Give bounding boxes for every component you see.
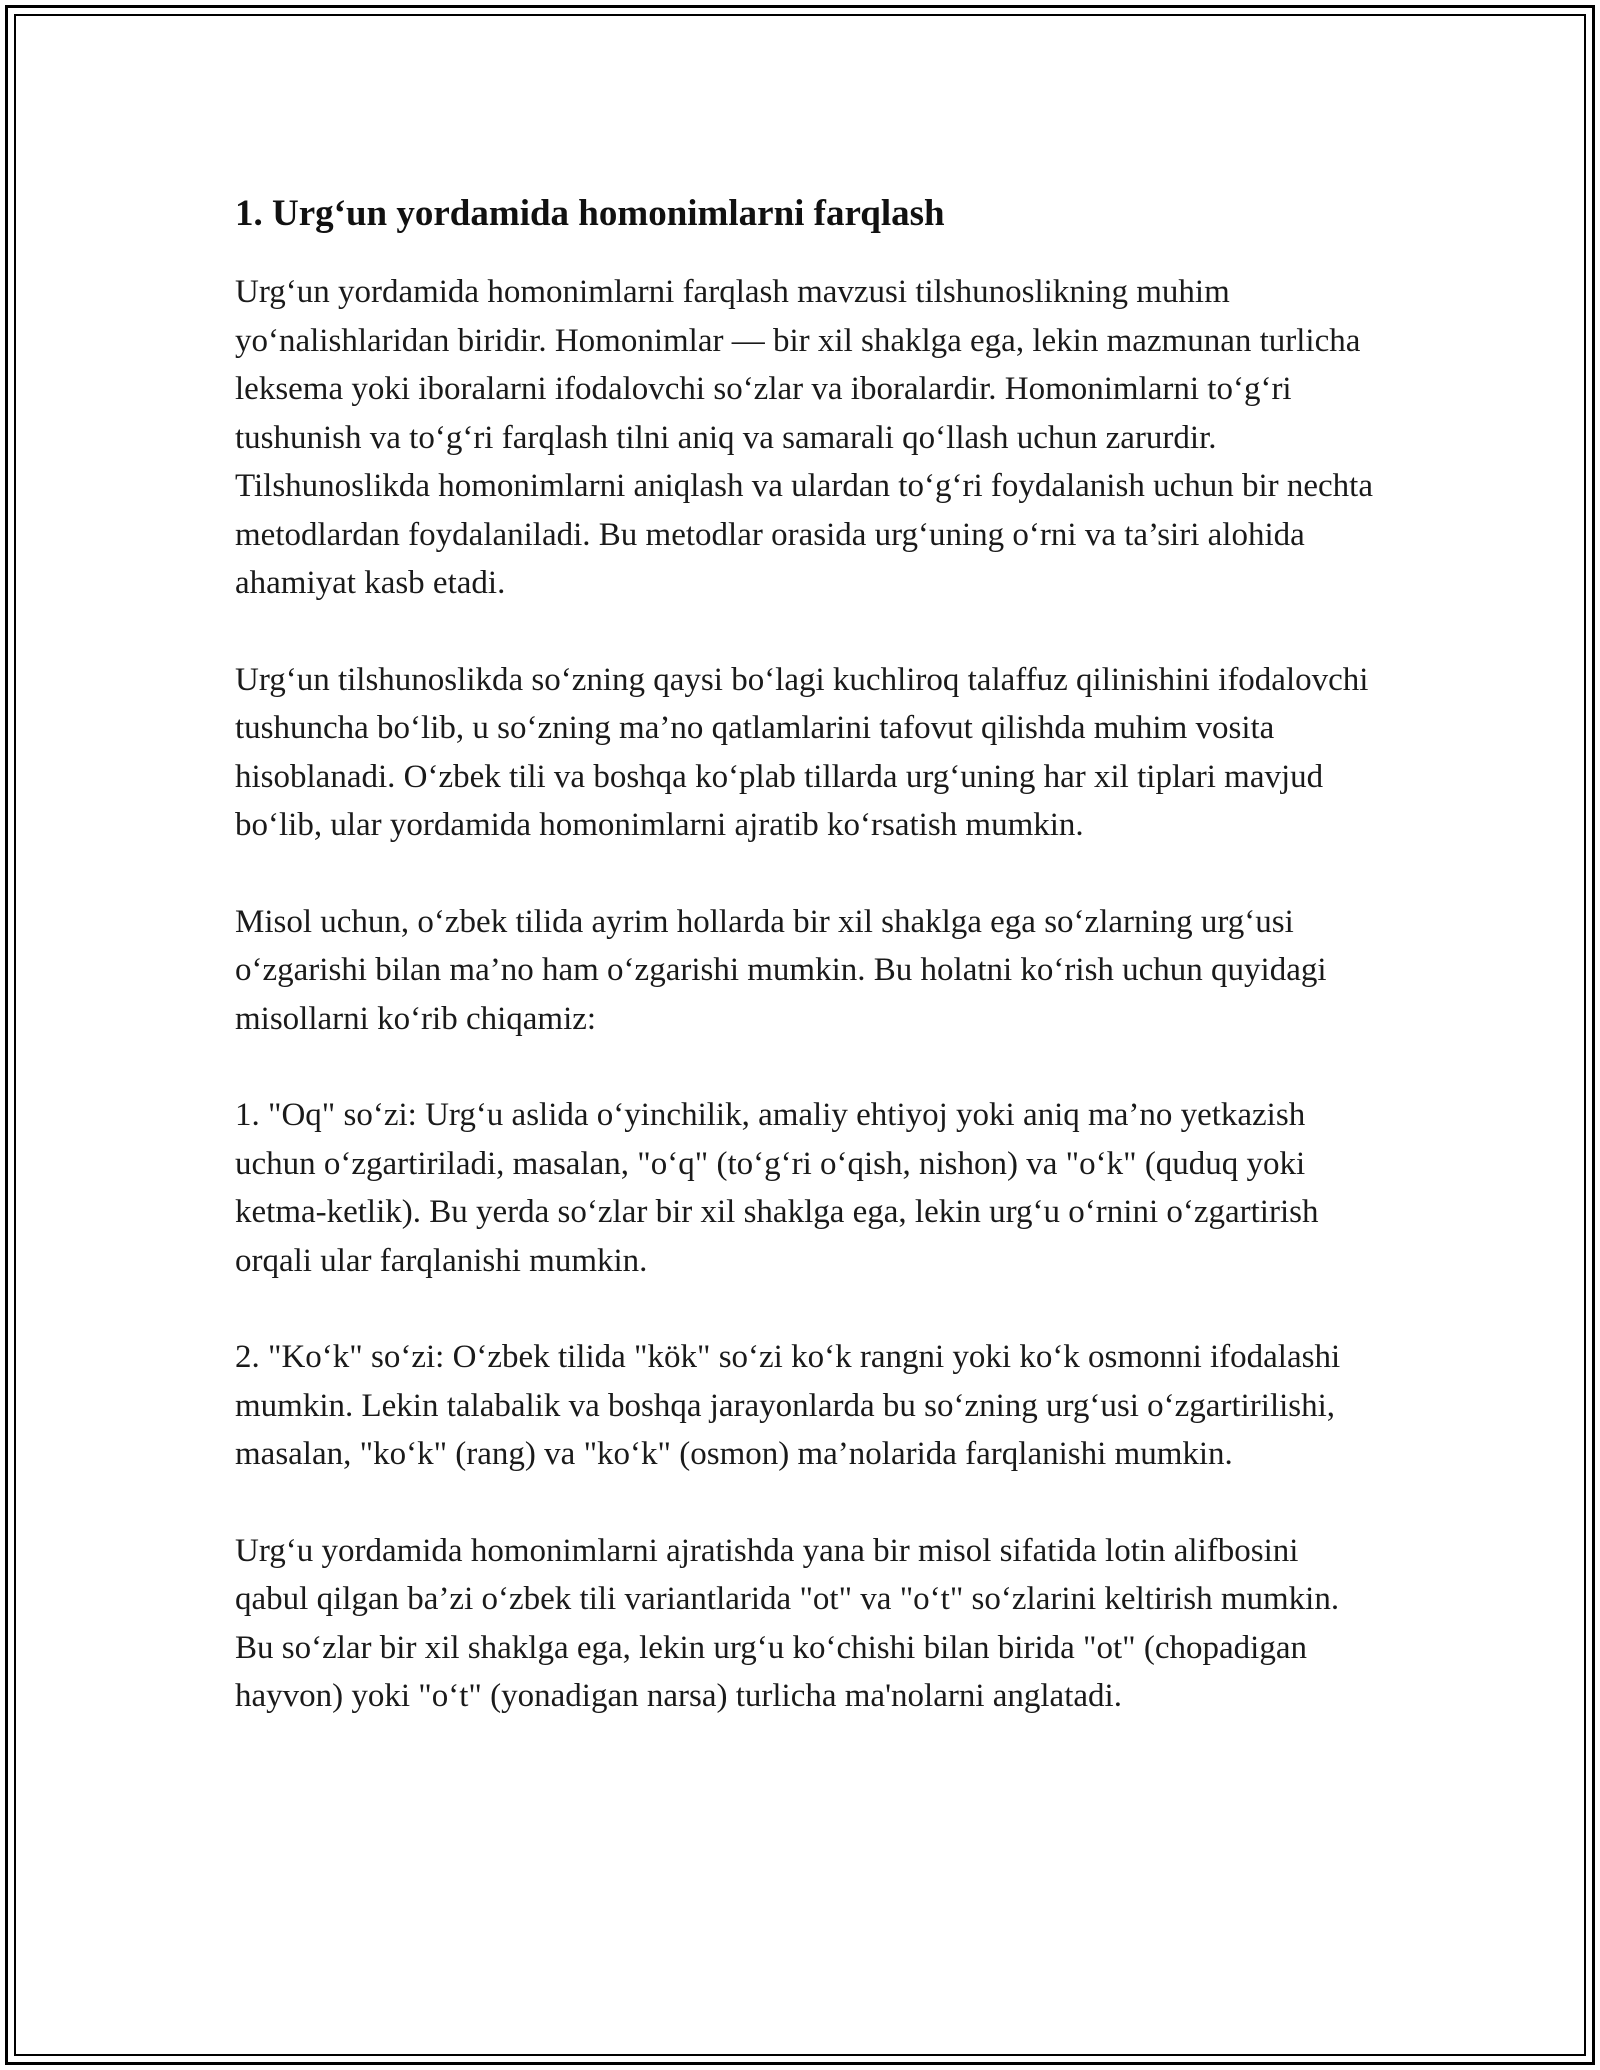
paragraph-example-1: 1. "Oq" so‘zi: Urg‘u aslida o‘yinchilik, amaliy ehtiyoj yoki aniq ma’no yetkazish uchun o‘zgartiriladi, masalan, "o‘q" (to‘g‘ri o‘qish, nishon) va "o‘k" (quduq yoki ketma-ketlik). Bu yerda so‘zlar bir xil shaklga ega, lekin urg‘u o‘rnini o‘zgartirish orqali ular farqlanishi mumkin. bbox=[235, 1097, 1319, 1279]
paragraph-conclusion: Urg‘u yordamida homonimlarni ajratishda yana bir misol sifatida lotin alifbosini qabul qilgan ba’zi o‘zbek tili variantlarida "ot" va "o‘t" so‘zlarini keltirish mumkin. Bu so‘zlar bir xil shaklga ega, lekin urg‘u ko‘chishi bilan birida "ot" (chopadigan hayvon) yoki "o‘t" (yonadigan narsa) turlicha ma'nolarni anglatadi. bbox=[235, 1532, 1340, 1714]
paragraph-example-2: 2. "Ko‘k" so‘zi: O‘zbek tilida "kök" so‘zi ko‘k rangni yoki ko‘k osmonni ifodalashi mumkin. Lekin talabalik va boshqa jarayonlarda bu so‘zning urg‘usi o‘zgartirilishi, masalan, "ko‘k" (rang) va "ko‘k" (osmon) ma’nolarida farqlanishi mumkin. bbox=[235, 1339, 1341, 1472]
document-body bbox=[235, 188, 1375, 1769]
paragraph-stress-definition: Urg‘un tilshunoslikda so‘zning qaysi bo‘lagi kuchliroq talaffuz qilinishini ifodalovchi tushuncha bo‘lib, u so‘zning ma’no qatlamlarini tafovut qilishda muhim vosita hisoblanadi. O‘zbek tili va boshqa ko‘plab tillarda urg‘uning har xil tiplari mavjud bo‘lib, ular yordamida homonimlarni ajratib ko‘rsatish mumkin. bbox=[235, 661, 1369, 843]
paragraph-intro: Urg‘un yordamida homonimlarni farqlash mavzusi tilshunoslikning muhim yo‘nalishlaridan biridir. Homonimlar — bir xil shaklga ega, lekin mazmunan turlicha leksema yoki iboralarni ifodalovchi so‘zlar va iboralardir. Homonimlarni to‘g‘ri tushunish va to‘g‘ri farqlash tilni aniq va samarali qo‘llash uchun zarurdir. Tilshunoslikda homonimlarni aniqlash va ulardan to‘g‘ri foydalanish uchun bir nechta metodlardan foydalaniladi. Bu metodlar orasida urg‘uning o‘rni va ta’siri alohida ahamiyat kasb etadi. bbox=[235, 274, 1373, 601]
paragraph-examples-intro: Misol uchun, o‘zbek tilida ayrim hollarda bir xil shaklga ega so‘zlarning urg‘usi o‘zgarishi bilan ma’no ham o‘zgarishi mumkin. Bu holatni ko‘rish uchun quyidagi misollarni ko‘rib chiqamiz: bbox=[235, 903, 1327, 1037]
section-heading: 1. Urg‘un yordamida homonimlarni farqlash bbox=[235, 193, 945, 234]
